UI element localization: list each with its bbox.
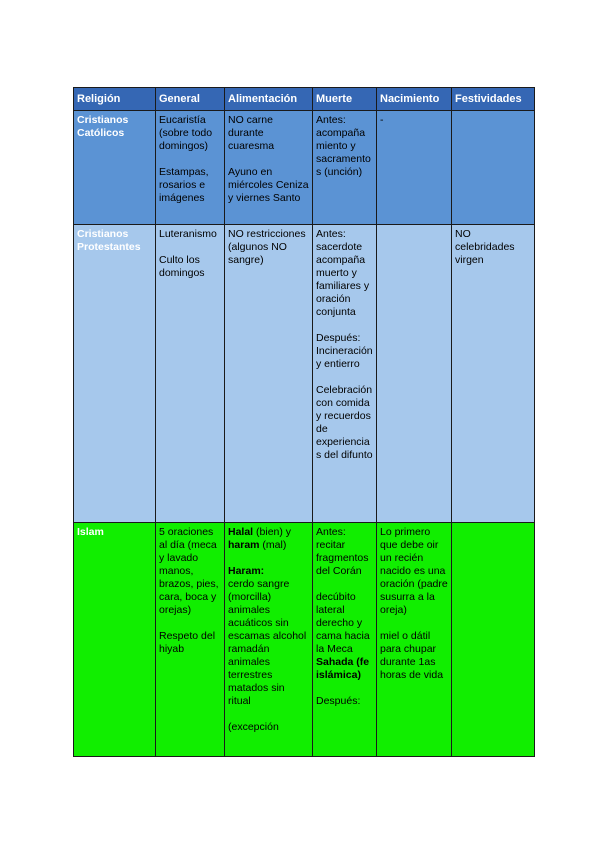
- header-muerte: Muerte: [313, 88, 377, 111]
- nacimiento-cell: [377, 225, 452, 523]
- header-alimentacion: Alimentación: [225, 88, 313, 111]
- table-row-catolicos: [74, 111, 535, 225]
- cell-text: Respeto del hiyab: [159, 630, 216, 655]
- sahada-text: [316, 656, 373, 682]
- cell-text: Luteranismo: [159, 228, 217, 240]
- header-row: [74, 88, 535, 111]
- festividades-cell: NO celebridades virgen: [452, 225, 535, 523]
- table-row-islam: [74, 523, 535, 757]
- festividades-cell: [452, 111, 535, 225]
- alimentacion-cell: [225, 523, 313, 757]
- religion-table: [73, 87, 535, 757]
- alimentacion-cell: [225, 111, 313, 225]
- halal-haram-line: [228, 526, 309, 552]
- cell-text: Culto los domingos: [159, 254, 205, 279]
- general-cell: [156, 523, 225, 757]
- haram-heading: Haram:: [228, 565, 265, 577]
- nacimiento-cell: -: [377, 111, 452, 225]
- muerte-cell: [313, 523, 377, 757]
- halal-meaning: (bien) y: [253, 526, 292, 538]
- cell-text: Antes: acompañamiento y sacramentos (unción): [316, 114, 371, 178]
- general-cell: [156, 111, 225, 225]
- cell-text: Estampas, rosarios e imágenes: [159, 166, 209, 204]
- cell-text: Antes: recitar fragmentos del Corán: [316, 526, 369, 577]
- haram-term: haram: [228, 539, 260, 551]
- header-general: General: [156, 88, 225, 111]
- header-religion: Religión: [74, 88, 156, 111]
- cell-text: 5 oraciones al día (meca y lavado manos, brazos, pies, cara, boca y orejas): [159, 526, 219, 616]
- cell-text: Celebración con comida y recuerdos de experiencias del difunto: [316, 384, 373, 461]
- cell-text: Ayuno en miércoles Ceniza y viernes Santo: [228, 166, 309, 204]
- cell-text: Lo primero que debe oir un recién nacido es una oración (padre susurra a la oreja): [380, 526, 448, 616]
- header-nacimiento: Nacimiento: [377, 88, 452, 111]
- religion-cell: Islam: [74, 523, 156, 757]
- header-festividades: Festividades: [452, 88, 535, 111]
- cell-text: (excepción: [228, 721, 279, 733]
- alimentacion-cell: [225, 225, 313, 523]
- cell-text: Después: Incineración y entierro: [316, 332, 373, 370]
- cell-text: NO carne durante cuaresma: [228, 114, 275, 152]
- table-row-protestantes: [74, 225, 535, 523]
- religion-cell: Cristianos Protestantes: [74, 225, 156, 523]
- cell-text: Eucaristía (sobre todo domingos): [159, 114, 213, 152]
- haram-block: [228, 565, 309, 708]
- cell-text: decúbito lateral derecho y cama hacia la Meca: [316, 591, 370, 655]
- halal-term: Halal: [228, 526, 254, 538]
- muerte-cell: [313, 111, 377, 225]
- general-cell: [156, 225, 225, 523]
- cell-text: Antes: sacerdote acompaña muerto y familiares y oración conjunta: [316, 228, 370, 318]
- haram-list: cerdo sangre (morcilla) animales acuáticos sin escamas alcohol ramadán animales terrestres matados sin ritual: [228, 578, 307, 707]
- festividades-cell: [452, 523, 535, 757]
- cell-text: NO restricciones (algunos NO sangre): [228, 228, 306, 266]
- haram-meaning: (mal): [259, 539, 287, 551]
- nacimiento-cell: [377, 523, 452, 757]
- muerte-cell: [313, 225, 377, 523]
- sahada-bold: Sahada (fe islámica): [316, 656, 370, 681]
- cell-text: Después:: [316, 695, 361, 707]
- religion-cell: Cristianos Católicos: [74, 111, 156, 225]
- cell-text: miel o dátil para chupar durante 1as horas de vida: [380, 630, 444, 681]
